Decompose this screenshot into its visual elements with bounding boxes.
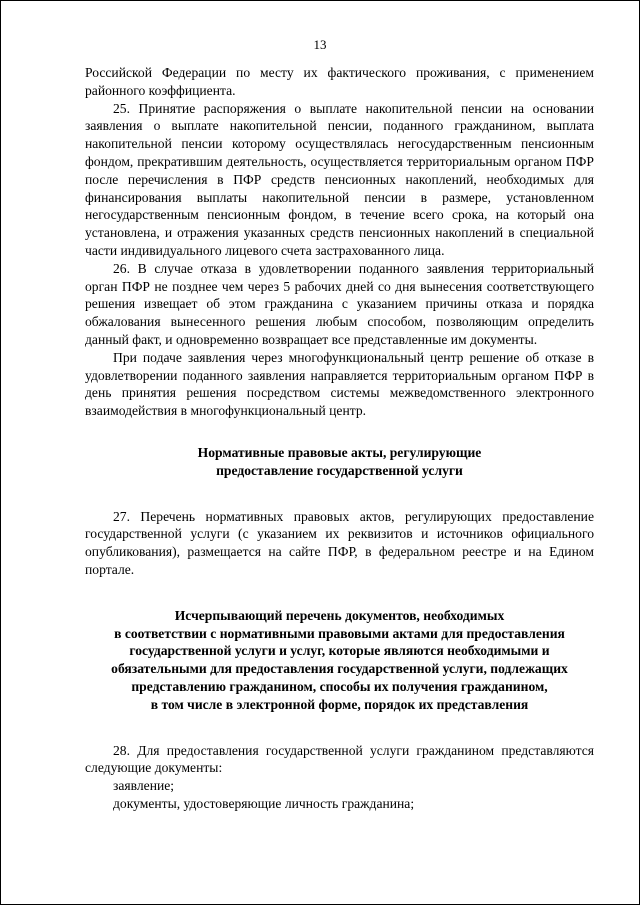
heading-line: государственной услуги и услуг, которые являются необходимыми и [129,643,550,659]
section-heading-documents-list [85,607,594,714]
section-heading-legal-acts [85,444,594,480]
heading-line: предоставление государственной услуги [216,462,463,478]
paragraph-27: 27. Перечень нормативных правовых актов, регулирующих предоставление государственной услуги (с указанием их реквизитов и источников официального опубликования), размещается на сайте ПФР, в федеральном реестре и на Едином портале. [85,508,594,577]
list-item: документы, удостоверяющие личность гражданина; [113,795,415,811]
page-number: 13 [313,37,327,52]
heading-line: Исчерпывающий перечень документов, необходимых [174,607,505,623]
paragraph-26: 26. В случае отказа в удовлетворении поданного заявления территориальный орган ПФР не позднее чем через 5 рабочих дней со дня вынесения соответствующего решения извещает об этом гражданина с указанием причины отказа и порядка обжалования вынесенного решения любым способом, позволяющим определить данный факт, и одновременно возвращает все представленные им документы. [85,260,594,347]
paragraph-continuation: Российской Федерации по месту их фактического проживания, с применением районного коэффициента. [85,65,594,98]
heading-line: в том числе в электронной форме, порядок их представления [150,696,529,712]
paragraph-26-mfc: При подаче заявления через многофункциональный центр решение об отказе в удовлетворении поданного заявления направляется территориальным органом ПФР в день принятия решения посредством системы межведомственного электронного взаимодействия в многофункциональный центр. [85,349,594,419]
heading-line: в соответствии с нормативными правовыми актами для предоставления [114,625,565,641]
document-body [85,64,594,813]
paragraph-25: 25. Принятие распоряжения о выплате накопительной пенсии на основании заявления о выплате накопительной пенсии, поданного гражданином, выплата накопительной пенсии которому осуществлялась негосударственным пенсионным фондом, прекратившим деятельность, осуществляется территориальным органом ПФР после перечисления в ПФР средств пенсионных накоплений, необходимых для финансирования выплаты накопительной пенсии в размере, установленном негосударственным пенсионным фондом, в течение всего срока, на который она установлена, и отражения указанных средств пенсионных накоплений в специальной части индивидуального лицевого счета застрахованного лица. [85,100,594,258]
heading-line: обязательными для предоставления государственной услуги, подлежащих [111,661,568,677]
list-item: заявление; [113,778,175,794]
heading-line: Нормативные правовые акты, регулирующие [197,444,482,460]
heading-line: представлению гражданином, способы их получения гражданином, [131,678,548,694]
paragraph-28: 28. Для предоставления государственной услуги гражданином представляются следующие документы: [85,742,594,776]
